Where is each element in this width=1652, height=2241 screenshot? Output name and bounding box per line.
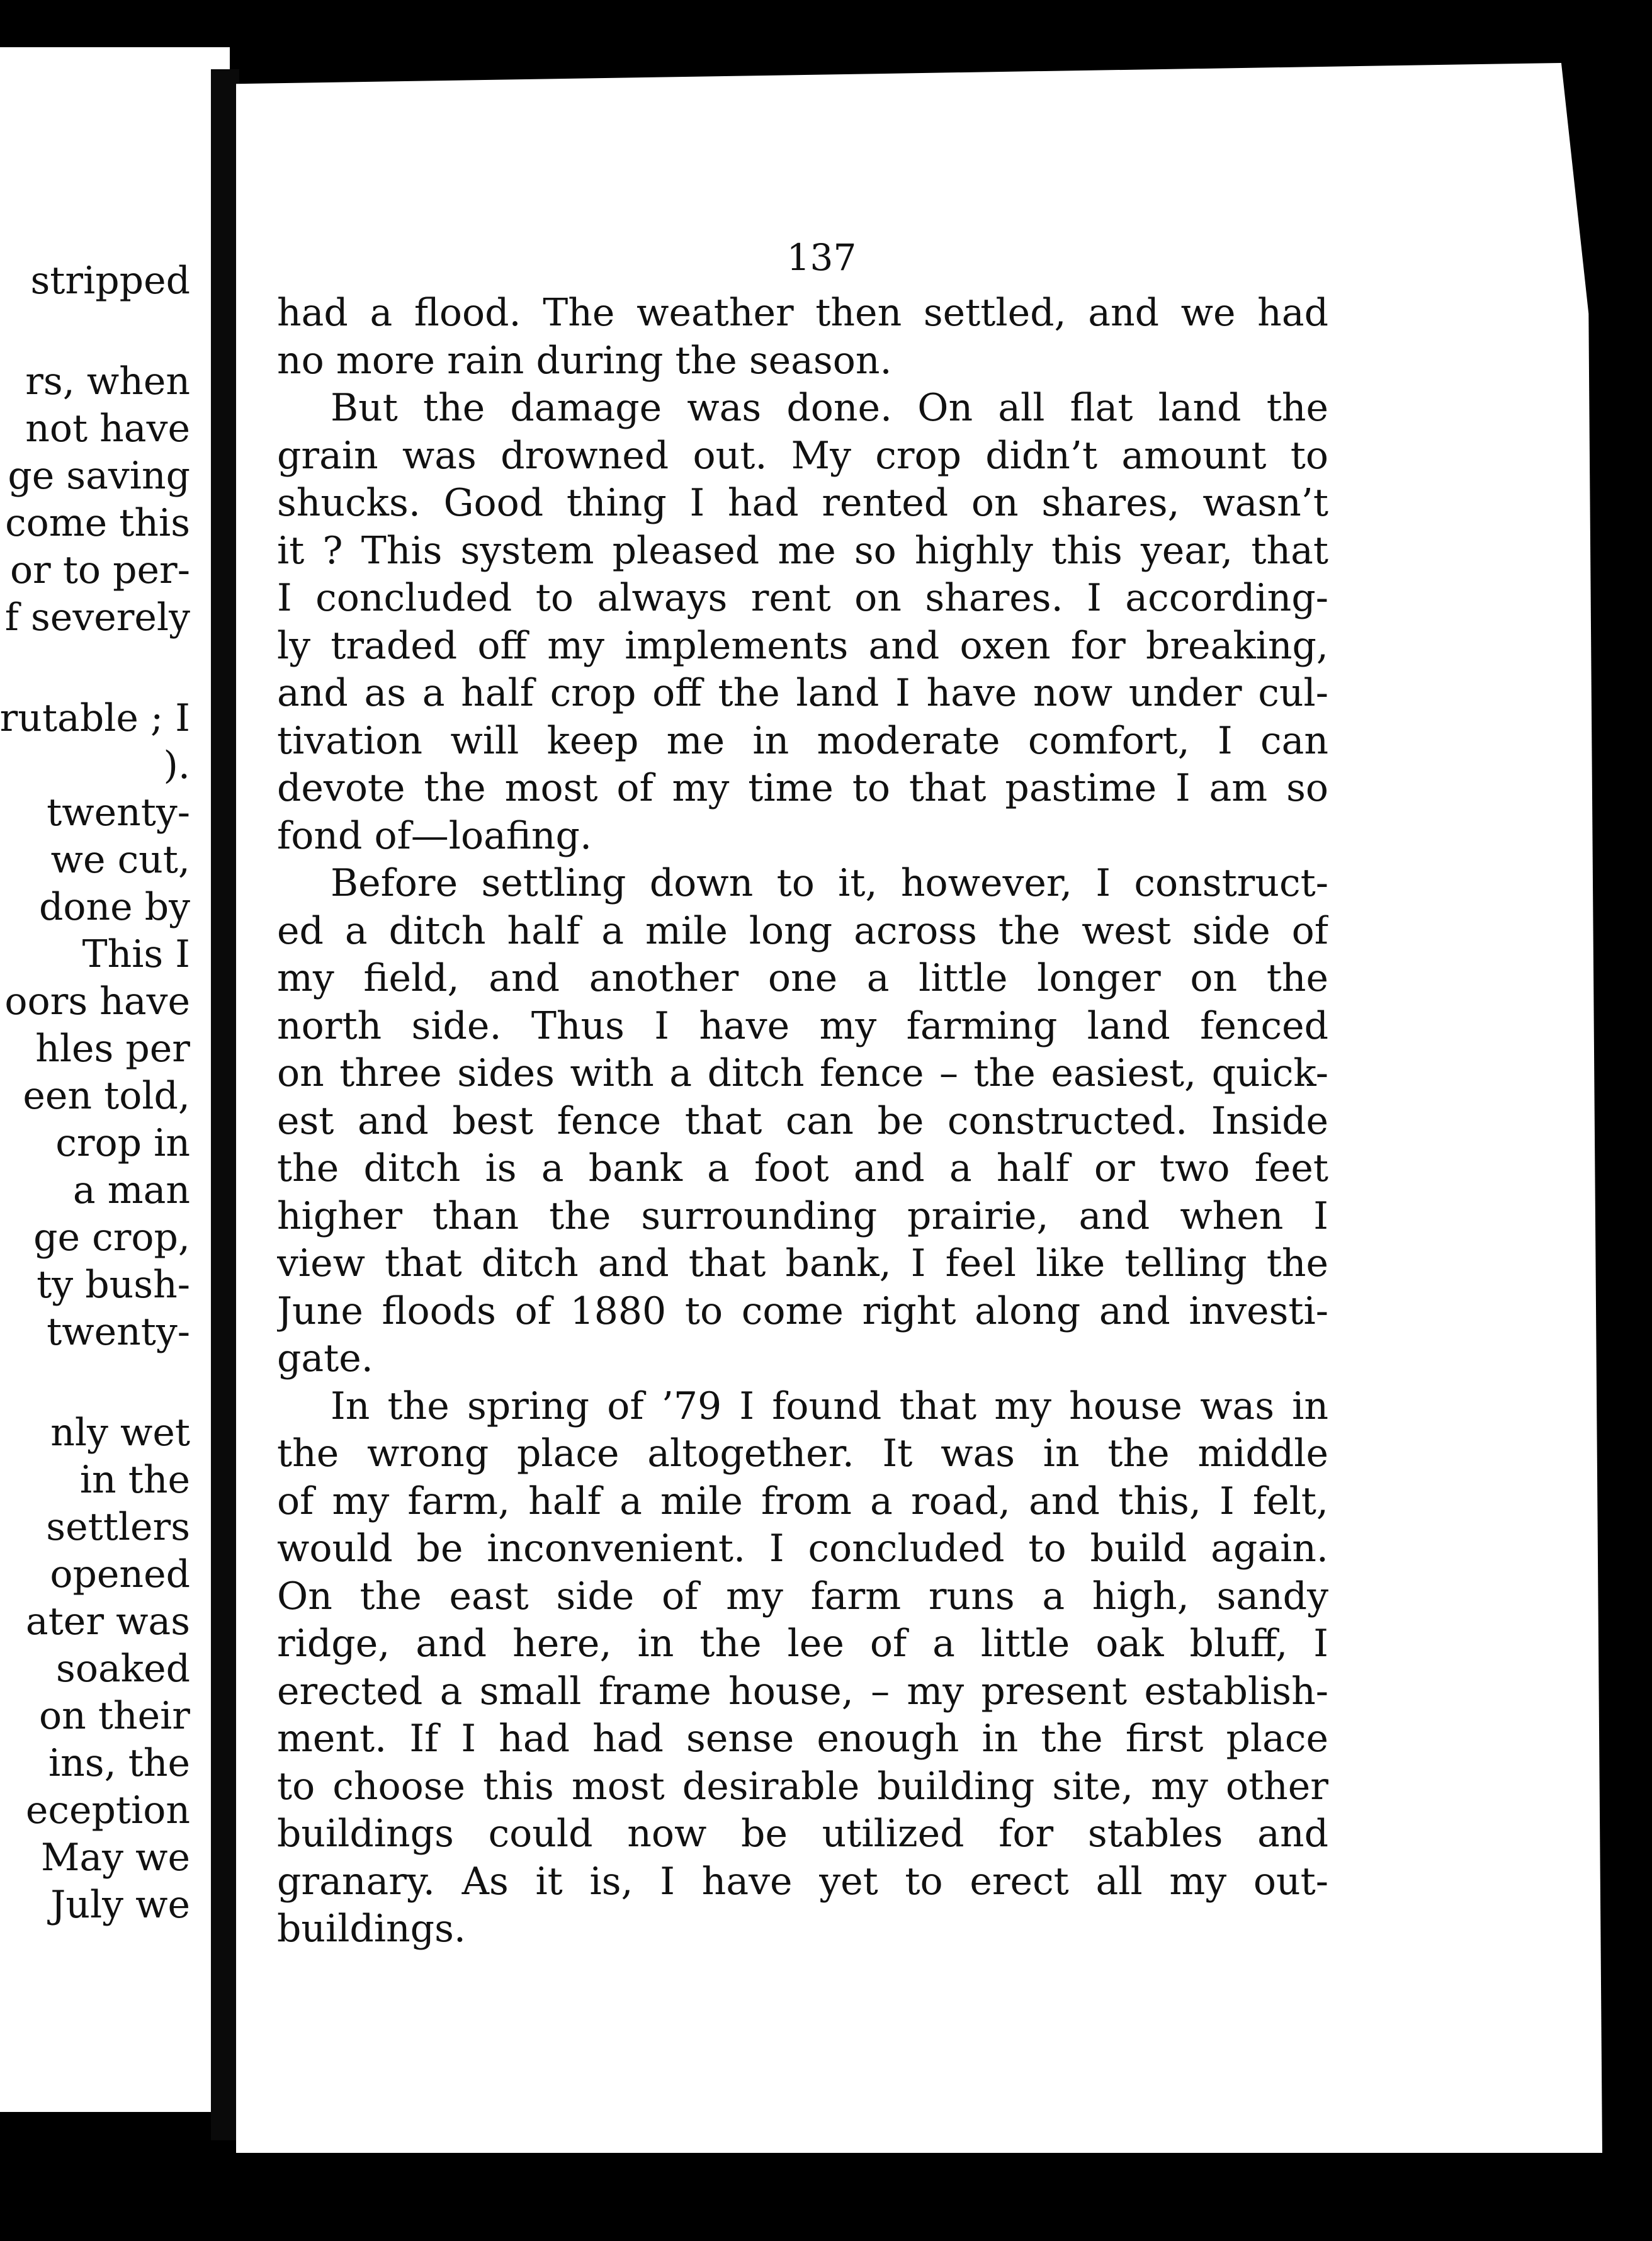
text-line: gate. <box>277 1336 373 1380</box>
left-line: soaked <box>56 1647 190 1691</box>
left-page-fragment <box>0 47 230 2112</box>
left-line: a man <box>72 1168 190 1212</box>
left-line: July we <box>50 1883 190 1927</box>
left-line: come this <box>5 501 190 545</box>
text-line: higher than the surrounding prairie, and when I <box>277 1194 1328 1238</box>
left-line: done by <box>38 885 190 929</box>
text-line: the ditch is a bank a foot and a half or two feet <box>277 1146 1328 1190</box>
text-line: the wrong place altogether. It was in the middle <box>277 1431 1328 1476</box>
left-line: on their <box>39 1694 190 1738</box>
text-line: to choose this most desirable building site, my other <box>277 1764 1328 1809</box>
paragraph-start-line: In the spring of ’79 I found that my house was in <box>331 1384 1328 1428</box>
left-line: nly wet <box>50 1411 190 1455</box>
text-line: and as a half crop off the land I have now under cul- <box>277 671 1328 715</box>
left-line: rs, when <box>25 359 190 404</box>
left-line: een told, <box>23 1074 190 1118</box>
text-line: devote the most of my time to that pastime I am so <box>277 766 1328 810</box>
text-line: ridge, and here, in the lee of a little oak bluff, I <box>277 1622 1328 1666</box>
left-line: we cut, <box>50 838 190 882</box>
text-line: on three sides with a ditch fence – the easiest, quick- <box>277 1051 1328 1095</box>
left-line: or to per- <box>9 548 190 592</box>
left-page-text <box>0 47 201 2112</box>
text-line: est and best fence that can be constructed. Inside <box>277 1098 1328 1143</box>
text-line: it ? This system pleased me so highly this year, that <box>277 528 1328 573</box>
left-line: f severely <box>4 596 190 640</box>
left-line: ge saving <box>8 454 190 498</box>
paragraph-start-line: But the damage was done. On all flat land the <box>331 386 1328 430</box>
left-line: not have <box>25 407 190 451</box>
text-line: ly traded off my implements and oxen for breaking, <box>277 623 1328 668</box>
text-line: ment. If I had had sense enough in the first place <box>277 1717 1328 1761</box>
text-line: shucks. Good thing I had rented on shares, wasn’t <box>277 481 1328 525</box>
left-line: settlers <box>46 1505 190 1549</box>
left-line: twenty- <box>47 1310 190 1354</box>
left-line: May we <box>40 1836 190 1880</box>
text-line: buildings. <box>277 1907 466 1951</box>
text-line: erected a small frame house, – my present establish- <box>277 1669 1328 1713</box>
text-line: On the east side of my farm runs a high, sandy <box>277 1574 1328 1618</box>
left-line: ty bush- <box>37 1263 190 1307</box>
text-line: no more rain during the season. <box>277 338 892 383</box>
left-line: crop in <box>55 1121 190 1165</box>
text-line: June floods of 1880 to come right along and investi- <box>277 1289 1328 1333</box>
text-line: north side. Thus I have my farming land fenced <box>277 1003 1328 1048</box>
text-line: grain was drowned out. My crop didn’t amount to <box>277 433 1328 478</box>
left-line: hles per <box>35 1027 190 1071</box>
left-line: in the <box>79 1458 190 1502</box>
left-line: ). <box>163 743 190 787</box>
text-line: fond of—loafing. <box>277 813 592 858</box>
text-line: I concluded to always rent on shares. I according- <box>277 576 1328 620</box>
left-line: ater was <box>25 1600 190 1644</box>
left-line: rutable ; I <box>0 696 190 740</box>
text-line: my field, and another one a little longer on the <box>277 956 1328 1000</box>
book-gutter <box>211 69 239 2140</box>
text-line: tivation will keep me in moderate comfort, I can <box>277 718 1328 763</box>
left-line: oors have <box>4 979 190 1024</box>
text-line: view that ditch and that bank, I feel like telling the <box>277 1241 1328 1285</box>
left-line: stripped <box>30 259 190 303</box>
text-line: granary. As it is, I have yet to erect all my out- <box>277 1859 1328 1904</box>
left-line: ge crop, <box>33 1216 190 1260</box>
left-line: This I <box>82 932 190 976</box>
page-number: 137 <box>786 236 857 279</box>
left-line: ins, the <box>48 1741 190 1785</box>
text-line: ed a ditch half a mile long across the west side of <box>277 908 1328 953</box>
paragraph-start-line: Before settling down to it, however, I construct- <box>331 861 1328 905</box>
body-text <box>277 290 1328 1953</box>
text-line: had a flood. The weather then settled, and we had <box>277 291 1328 335</box>
left-line: eception <box>25 1788 190 1832</box>
text-line: would be inconvenient. I concluded to build again. <box>277 1527 1328 1571</box>
text-line: of my farm, half a mile from a road, and this, I felt, <box>277 1479 1328 1523</box>
left-line: twenty- <box>47 791 190 835</box>
left-line: opened <box>50 1552 190 1596</box>
text-line: buildings could now be utilized for stables and <box>277 1812 1328 1856</box>
